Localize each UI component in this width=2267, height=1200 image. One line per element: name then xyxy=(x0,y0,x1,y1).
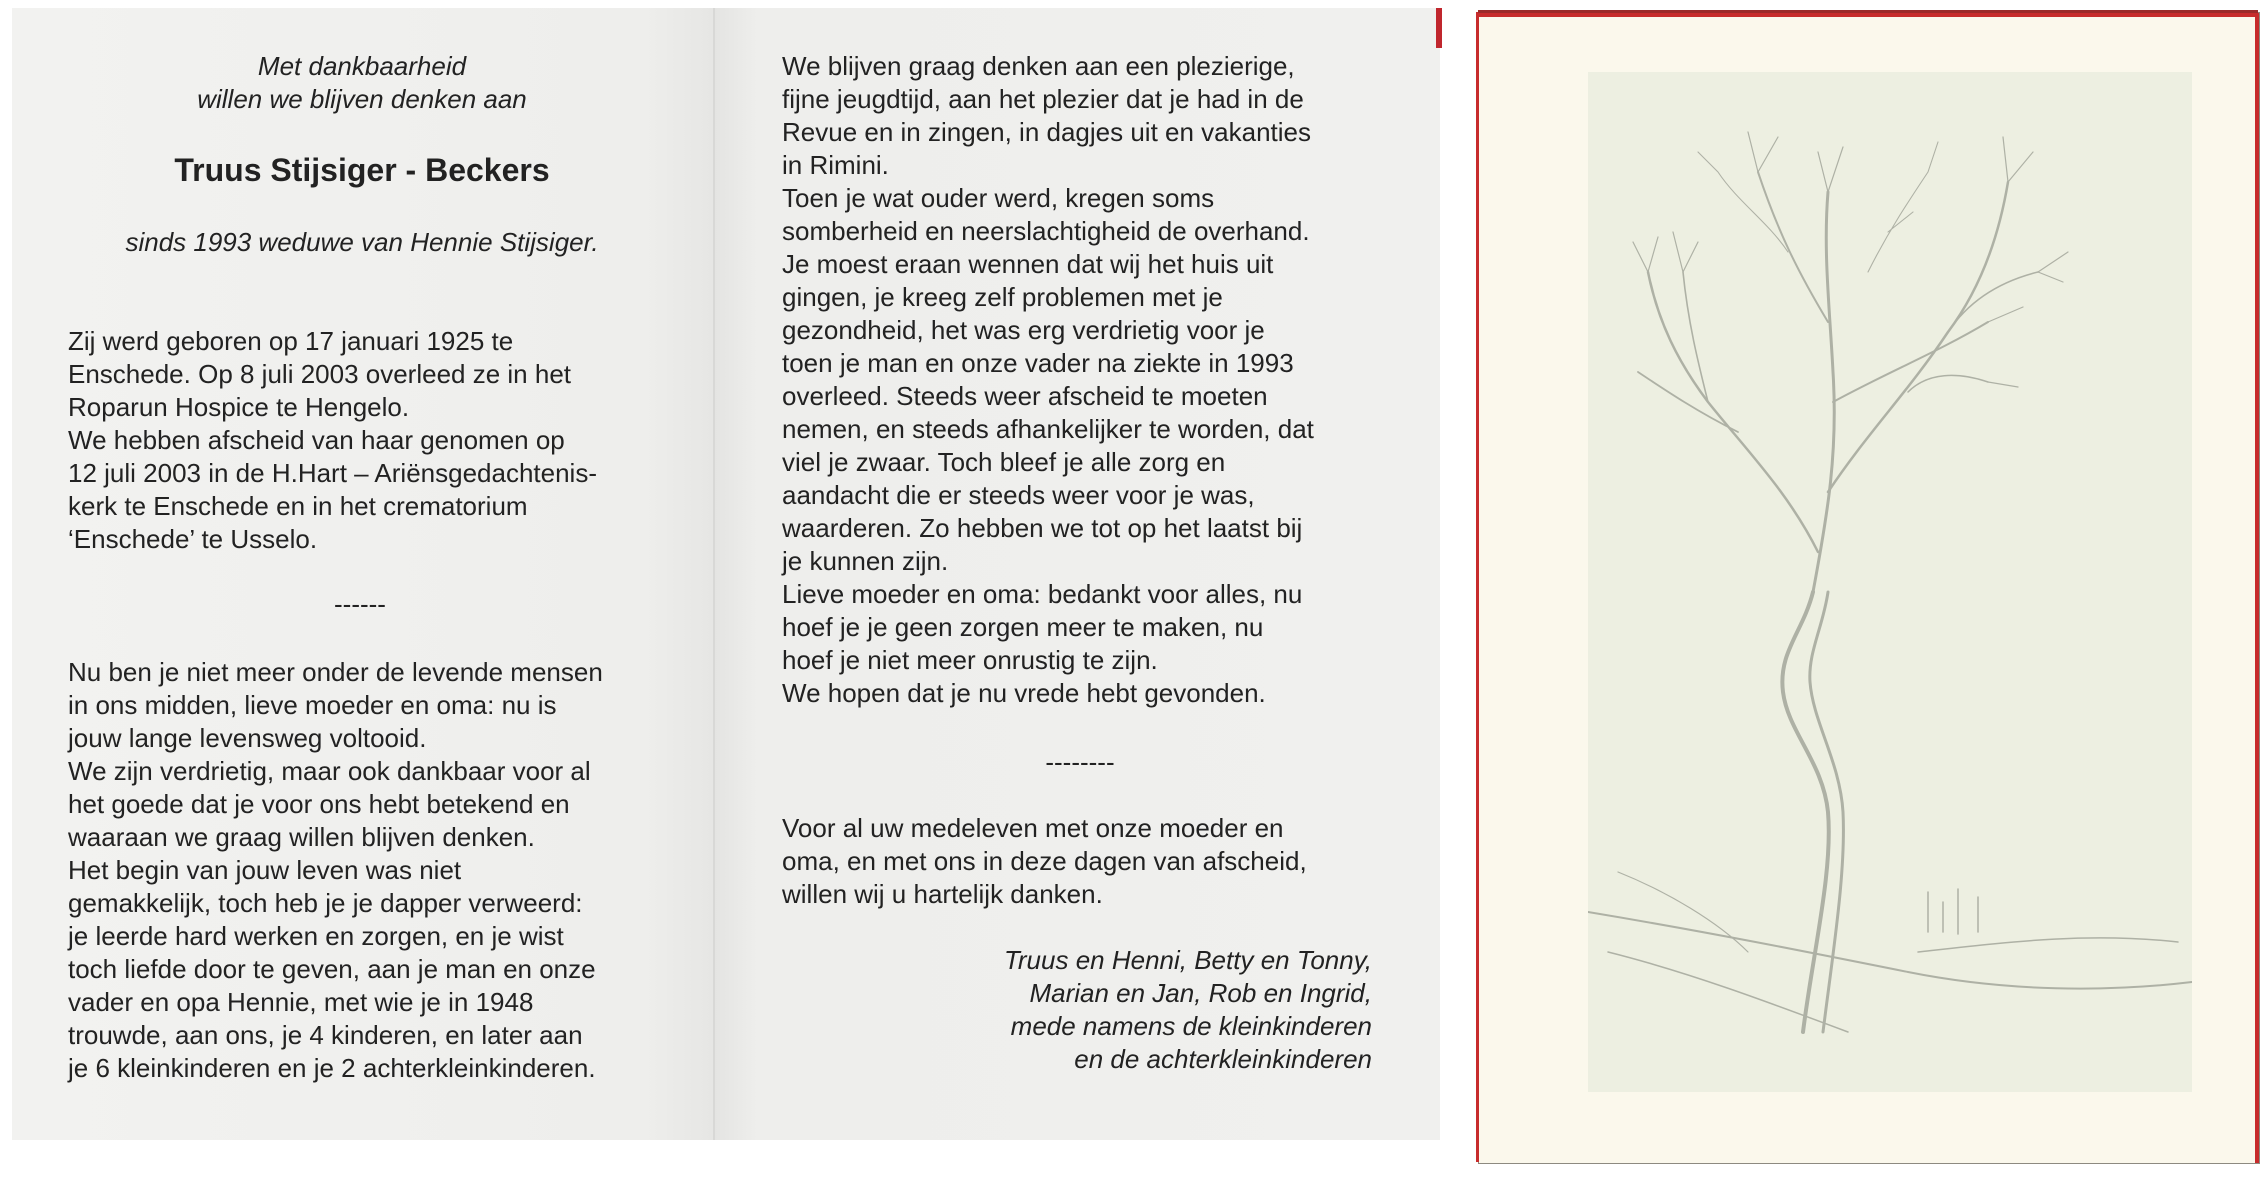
text-line: gemakkelijk, toch heb je je dapper verweerd: xyxy=(68,888,583,918)
text-line: jouw lange levensweg voltooid. xyxy=(68,723,427,753)
text-line: Revue en in zingen, in dagjes uit en vakanties xyxy=(782,117,1312,147)
cover-top-edge xyxy=(1478,10,2258,13)
text-line: fijne jeugdtijd, aan het plezier dat je had in de xyxy=(782,84,1304,114)
text-line: Zij werd geboren op 17 januari 1925 te xyxy=(68,326,514,356)
text-line: somberheid en neerslachtigheid de overhand. xyxy=(782,216,1310,246)
text-line: trouwde, aan ons, je 4 kinderen, en later aan xyxy=(68,1020,583,1050)
birth-death-paragraph xyxy=(68,325,654,556)
red-card-edge xyxy=(1436,8,1442,48)
text-line: willen wij u hartelijk danken. xyxy=(782,879,1103,909)
text-line: gezondheid, het was erg verdrietig voor je xyxy=(782,315,1265,345)
text-line: We hebben afscheid van haar genomen op xyxy=(68,425,565,455)
text-line: Het begin van jouw leven was niet xyxy=(68,855,462,885)
text-line: je kunnen zijn. xyxy=(782,546,949,576)
text-line: toen je man en onze vader na ziekte in 1993 xyxy=(782,348,1294,378)
text-line: gingen, je kreeg zelf problemen met je xyxy=(782,282,1223,312)
text-line: je 6 kleinkinderen en je 2 achterkleinkinderen. xyxy=(68,1053,596,1083)
text-line: viel je zwaar. Toch bleef je alle zorg en xyxy=(782,447,1226,477)
text-line: We blijven graag denken aan een plezierige, xyxy=(782,51,1295,81)
text-line: oma, en met ons in deze dagen van afscheid, xyxy=(782,846,1307,876)
text-line: Truus en Henni, Betty en Tonny, xyxy=(1003,945,1372,975)
text-line: kerk te Enschede en in het crematorium xyxy=(68,491,528,521)
text-line: vader en opa Hennie, met wie je in 1948 xyxy=(68,987,534,1017)
text-line: waaraan we graag willen blijven denken. xyxy=(68,822,535,852)
heading-line-1: Met dankbaarheid xyxy=(257,51,467,81)
text-line: Enschede. Op 8 juli 2003 overleed ze in het xyxy=(68,359,572,389)
text-line: het goede dat je voor ons hebt betekend en xyxy=(68,789,570,819)
pencil-drawn-tree-icon xyxy=(1588,72,2192,1092)
widow-subtitle: sinds 1993 weduwe van Hennie Stijsiger. xyxy=(125,227,599,257)
family-signature xyxy=(860,944,1372,1076)
left-page-heading xyxy=(82,50,642,116)
text-line: We hopen dat je nu vrede hebt gevonden. xyxy=(782,678,1266,708)
text-line: je leerde hard werken en zorgen, en je wist xyxy=(68,921,564,951)
text-line: toch liefde door te geven, aan je man en onze xyxy=(68,954,596,984)
text-line: en de achterkleinkinderen xyxy=(1074,1044,1372,1074)
heading-line-2: willen we blijven denken aan xyxy=(197,84,527,114)
text-line: overleed. Steeds weer afscheid te moeten xyxy=(782,381,1268,411)
text-line: waarderen. Zo hebben we tot op het laatst bij xyxy=(782,513,1303,543)
text-line: hoef je je geen zorgen meer te maken, nu xyxy=(782,612,1264,642)
text-line: Toen je wat ouder werd, kregen soms xyxy=(782,183,1215,213)
text-line: hoef je niet meer onrustig te zijn. xyxy=(782,645,1158,675)
card-fold xyxy=(713,8,715,1140)
text-line: in ons midden, lieve moeder en oma: nu is xyxy=(68,690,557,720)
text-line: in Rimini. xyxy=(782,150,889,180)
text-line: Lieve moeder en oma: bedankt voor alles, nu xyxy=(782,579,1303,609)
text-line: Roparun Hospice te Hengelo. xyxy=(68,392,410,422)
text-line: 12 juli 2003 in de H.Hart – Ariënsgedachtenis- xyxy=(68,458,597,488)
text-line: nemen, en steeds afhankelijker te worden, dat xyxy=(782,414,1314,444)
deceased-name: Truus Stijsiger - Beckers xyxy=(174,152,550,188)
text-line: aandacht die er steeds weer voor je was, xyxy=(782,480,1255,510)
memories-paragraph xyxy=(782,50,1372,710)
text-line: Voor al uw medeleven met onze moeder en xyxy=(782,813,1284,843)
text-line: Je moest eraan wennen dat wij het huis uit xyxy=(782,249,1274,279)
thanks-paragraph xyxy=(782,812,1372,911)
text-line: Nu ben je niet meer onder de levende mensen xyxy=(68,657,603,687)
cover-red-edge xyxy=(1476,12,1479,1162)
separator-right: -------- xyxy=(1045,747,1115,777)
text-line: Marian en Jan, Rob en Ingrid, xyxy=(1029,978,1372,1008)
text-line: ‘Enschede’ te Usselo. xyxy=(68,524,318,554)
text-line: We zijn verdrietig, maar ook dankbaar voor al xyxy=(68,756,591,786)
text-line: mede namens de kleinkinderen xyxy=(1010,1011,1372,1041)
remembrance-paragraph xyxy=(68,656,654,1085)
separator-left: ------ xyxy=(334,589,386,619)
cover-illustration-panel xyxy=(1588,72,2192,1092)
